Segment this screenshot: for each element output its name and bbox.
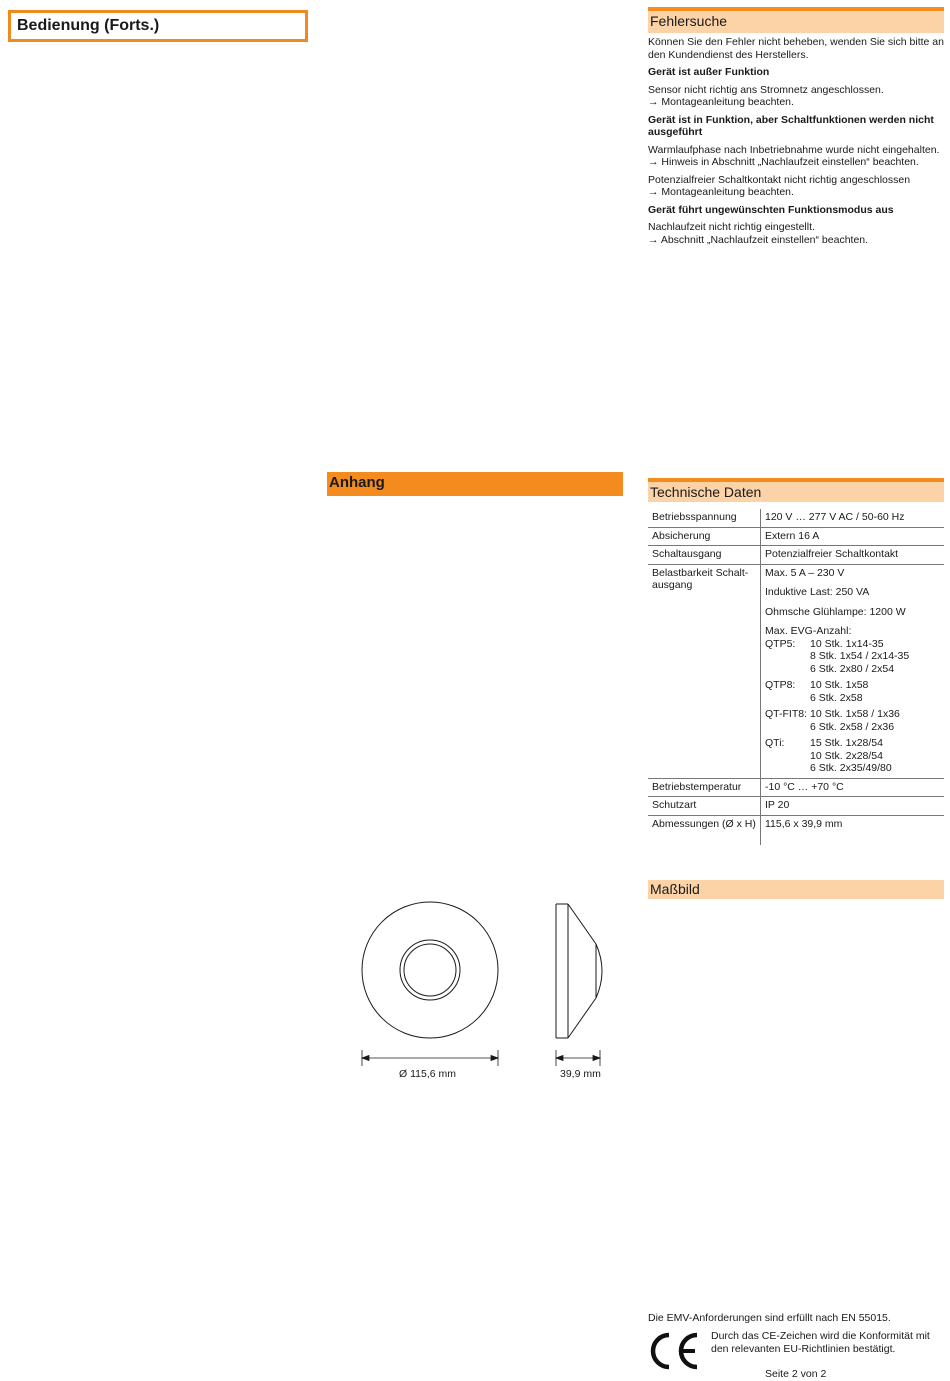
table-row	[648, 778, 944, 797]
evg-list	[765, 638, 940, 775]
tech-key: Schutzart	[648, 797, 761, 816]
tech-value: Potenzialfreier Schaltkontakt	[765, 548, 899, 560]
evg-values: 15 Stk. 1x28/54 10 Stk. 2x28/54 6 Stk. 2x35/49/80	[810, 737, 892, 774]
question-3: Gerät führt ungewünschten Funktionsmodus aus	[648, 203, 894, 216]
question-2: Gerät ist in Funktion, aber Schaltfunktionen werden nicht ausgeführt	[648, 113, 934, 138]
tech-value-load	[761, 564, 945, 778]
drawing-title: Maßbild	[650, 881, 700, 897]
tech-key: Belastbarkeit Schalt-ausgang	[648, 564, 761, 778]
evg-label: QT-FIT8:	[765, 708, 807, 720]
evg-values: 10 Stk. 1x58 / 1x36 6 Stk. 2x58 / 2x36	[810, 708, 900, 733]
tech-value: 115,6 x 39,9 mm	[765, 817, 843, 830]
evg-values: 10 Stk. 1x14-35 8 Stk. 1x54 / 2x14-35 6 Stk. 2x80 / 2x54	[810, 637, 910, 675]
troubleshooting-header	[648, 7, 944, 33]
troubleshooting-intro: Können Sie den Fehler nicht beheben, wenden Sie sich bitte an den Kundendienst des Herstellers.	[648, 36, 944, 61]
tech-key: Absicherung	[648, 527, 761, 546]
question-1: Gerät ist außer Funktion	[648, 66, 770, 78]
arrow-right-icon: →	[648, 233, 659, 246]
load-line: Max. 5 A – 230 V	[765, 566, 845, 579]
answer-3-1: Nachlaufzeit nicht richtig eingestellt. → Abschnitt „Nachlaufzeit einstellen“ beachten.	[648, 221, 869, 246]
load-line: Ohmsche Glühlampe: 1200 W	[765, 605, 906, 618]
troubleshooting-body	[648, 36, 946, 251]
evg-label: QTi:	[765, 737, 785, 749]
tech-table	[648, 509, 944, 845]
arrow-right-icon: →	[648, 156, 659, 168]
arrow-right-icon: →	[648, 96, 659, 108]
emv-note: Die EMV-Anforderungen sind erfüllt nach EN 55015.	[648, 1312, 891, 1324]
evg-label: QTP5:	[765, 637, 796, 650]
troubleshooting-title: Fehlersuche	[650, 13, 728, 29]
tech-value: 120 V … 277 V AC / 50-60 Hz	[765, 511, 905, 523]
tech-value: Extern 16 A	[765, 529, 820, 542]
table-row	[648, 527, 944, 546]
tech-key: Schaltausgang	[648, 546, 761, 565]
load-line: Induktive Last: 250 VA	[765, 586, 870, 598]
tech-key: Abmessungen (Ø x H)	[648, 815, 761, 845]
sensor-top-view	[362, 902, 498, 1038]
ce-conformity-text: Durch das CE-Zeichen wird die Konformität mit den relevanten EU-Richtlinien bestätigt.	[711, 1330, 930, 1355]
dimension-lines	[362, 1050, 600, 1066]
dimension-drawing	[340, 890, 630, 1090]
appendix-header: Anhang	[327, 472, 623, 496]
drawing-header	[648, 880, 944, 899]
tech-value: -10 °C … +70 °C	[765, 780, 844, 793]
evg-values: 10 Stk. 1x58 6 Stk. 2x58	[810, 679, 869, 704]
table-row	[648, 797, 944, 816]
ce-mark-icon	[647, 1331, 701, 1371]
diameter-label: Ø 115,6 mm	[399, 1068, 456, 1080]
table-row	[648, 546, 944, 565]
page-number: Seite 2 von 2	[765, 1368, 827, 1380]
tech-key: Betriebstemperatur	[648, 778, 761, 797]
arrow-right-icon: →	[648, 186, 659, 198]
answer-2-1: Warmlaufphase nach Inbetriebnahme wurde nicht eingehalten. → Hinweis in Abschnitt „Nachlaufzeit einstellen“ beachten.	[648, 143, 940, 168]
page-title: Bedienung (Forts.)	[8, 10, 308, 42]
answer-2-2: Potenzialfreier Schaltkontakt nicht richtig angeschlossen → Montageanleitung beachten.	[648, 173, 911, 198]
evg-label: QTP8:	[765, 679, 796, 691]
tech-header	[648, 478, 944, 502]
tech-key: Betriebsspannung	[648, 509, 761, 527]
tech-title: Technische Daten	[650, 484, 762, 500]
evg-title: Max. EVG-Anzahl:	[765, 625, 852, 637]
table-row	[648, 815, 944, 845]
table-row	[648, 509, 944, 527]
answer-1-1: Sensor nicht richtig ans Stromnetz angeschlossen. → Montageanleitung beachten.	[648, 83, 884, 108]
table-row	[648, 564, 944, 778]
tech-value: IP 20	[765, 799, 790, 811]
sensor-side-view	[556, 904, 602, 1038]
height-label: 39,9 mm	[560, 1068, 601, 1080]
